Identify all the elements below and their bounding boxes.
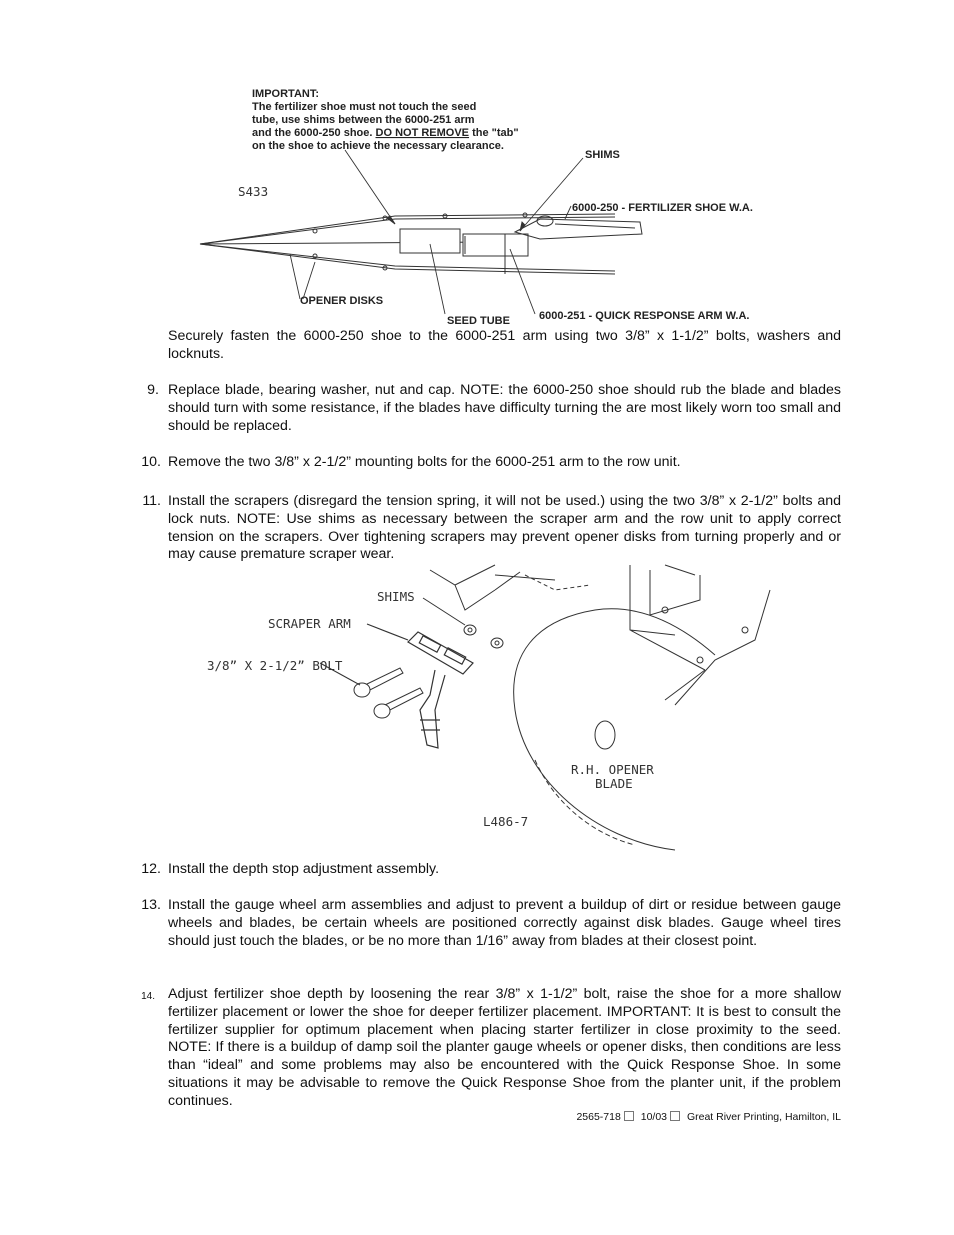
- footer-separator-icon: [670, 1111, 680, 1121]
- fertilizer-shoe-diagram: [195, 84, 795, 329]
- footer-date: 10/03: [640, 1111, 668, 1123]
- fertilizer-shoe-label: 6000-250 - FERTILIZER SHOE W.A.: [572, 202, 753, 214]
- bolt-label: 3/8” X 2-1/2” BOLT: [207, 658, 343, 673]
- step-number: 11.: [142, 493, 161, 509]
- scraper-arm-drawing: [367, 624, 473, 748]
- step-text: Adjust fertilizer shoe depth by loosening the rear 3/8” x 1-1/2” bolt, raise the shoe for a more shallow fertilizer placement or lower the shoe for deeper fertilizer placement. IMPORTANT: It is best to consult the fertilizer supplier for optimum placement when placing starter fertilizer in close proximity to the seed. NOTE: If there is a buildup of damp soil the planter gauge wheels or opener disks, then conditions are less than “ideal” and some problems may also be encountered with the Quick Response Shoe. In some situations it may be advisable to remove the Quick Response Shoe from the planter unit, if the problem continues.: [168, 986, 841, 1109]
- blade-label-line-1: R.H. OPENER: [571, 762, 654, 777]
- step-number: 9.: [147, 382, 159, 398]
- step-number: 12.: [141, 861, 161, 877]
- opener-blade-drawing: [514, 609, 715, 850]
- footer-printer: Great River Printing, Hamilton, IL: [686, 1111, 841, 1123]
- step-text: Install the scrapers (disregard the tension spring, it will not be used.) using the two 3/8” x 2-1/2” bolts and lock nuts. NOTE: Use shims as necessary between the scraper arm and the row unit to apply correct tension on the scrapers. Over tightening scrapers may prevent opener disks from turning properly and or may cause premature scraper wear.: [168, 493, 841, 563]
- figure-code-l486: L486-7: [483, 814, 529, 829]
- intro-paragraph: Securely fasten the 6000-250 shoe to the 6000-251 arm using two 3/8” x 1-1/2” bolts, washers and locknuts.: [168, 328, 841, 362]
- step-text: Install the gauge wheel arm assemblies and adjust to prevent a buildup of dirt or residue between gauge wheels and blades, be certain wheels are positioned correctly against disk blades. Gauge wheel tires should just touch the blades, or be no more than 1/16” away from blades at their closest point.: [168, 897, 841, 949]
- important-line-3c: the "tab": [472, 127, 519, 139]
- scraper-arm-label: SCRAPER ARM: [268, 616, 351, 631]
- step-number: 10.: [141, 454, 161, 470]
- blade-label-line-2: BLADE: [595, 776, 633, 791]
- step-text: Replace blade, bearing washer, nut and cap. NOTE: the 6000-250 shoe should rub the blade and blades should turn with some resistance, if the blades have difficulty turning the are most likely worn too small and should be replaced.: [168, 382, 841, 434]
- important-line-3: [252, 127, 519, 139]
- shims-label: SHIMS: [585, 149, 620, 161]
- figure-code-s433: S433: [238, 184, 269, 199]
- footer-separator-icon: [624, 1111, 634, 1121]
- do-not-remove-text: DO NOT REMOVE: [375, 127, 470, 139]
- important-line-2: tube, use shims between the 6000-251 arm: [252, 114, 475, 126]
- step-number: 14.: [141, 991, 155, 1002]
- opener-disks-label: OPENER DISKS: [300, 295, 384, 307]
- important-line-1: The fertilizer shoe must not touch the seed: [252, 101, 477, 113]
- seed-tube-label: SEED TUBE: [447, 315, 510, 327]
- step-number: 13.: [141, 897, 161, 913]
- important-line-3a: and the 6000-250 shoe.: [252, 127, 373, 139]
- row-unit-frame-drawing: [430, 565, 770, 705]
- shims-label-2: SHIMS: [377, 589, 415, 604]
- quick-response-arm-label: 6000-251 - QUICK RESPONSE ARM W.A.: [539, 310, 750, 322]
- step-text: Install the depth stop adjustment assembly.: [168, 861, 440, 877]
- bolts-drawing: [320, 663, 423, 718]
- step-text: Remove the two 3/8” x 2-1/2” mounting bolts for the 6000-251 arm to the row unit.: [168, 454, 681, 470]
- footer-part-number: 2565-718: [576, 1111, 621, 1123]
- important-line-4: on the shoe to achieve the necessary clearance.: [252, 140, 504, 152]
- important-title: IMPORTANT:: [252, 88, 320, 100]
- fertilizer-shoe-drawing: [515, 216, 642, 239]
- page-footer: [540, 1111, 841, 1123]
- scraper-installation-diagram: [195, 560, 785, 860]
